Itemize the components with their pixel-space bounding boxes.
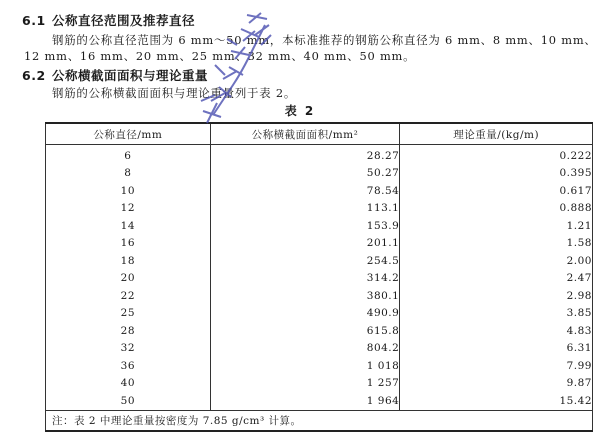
- table-note-row: [46, 410, 593, 431]
- cell-area: 615.8: [210, 322, 400, 340]
- cell-weight: 2.00: [400, 252, 593, 270]
- cell-area: 314.2: [210, 270, 400, 288]
- cell-area: 78.54: [210, 182, 400, 200]
- cell-area: 380.1: [210, 287, 400, 305]
- table-row: [46, 165, 593, 183]
- cell-weight: 4.83: [400, 322, 593, 340]
- table-row: [46, 305, 593, 323]
- cell-weight: 1.21: [400, 217, 593, 235]
- table-row: [46, 392, 593, 410]
- table-row: [46, 217, 593, 235]
- table-row: [46, 252, 593, 270]
- cell-area: 804.2: [210, 340, 400, 358]
- cell-area: 153.9: [210, 217, 400, 235]
- cell-diameter: 22: [46, 287, 211, 305]
- cell-weight: 1.58: [400, 235, 593, 253]
- table-row: [46, 287, 593, 305]
- cell-area: 1 964: [210, 392, 400, 410]
- cell-diameter: 14: [46, 217, 211, 235]
- paragraph-line: 12 mm、16 mm、20 mm、25 mm、32 mm、40 mm、50 mm。: [24, 49, 416, 63]
- column-header-weight: 理论重量/(kg/m): [400, 123, 593, 145]
- section-title: 公称直径范围及推荐直径: [52, 13, 196, 28]
- cell-area: 1 018: [210, 357, 400, 375]
- table-row: [46, 322, 593, 340]
- cell-weight: 0.222: [400, 145, 593, 165]
- table-row: [46, 235, 593, 253]
- cell-area: 113.1: [210, 200, 400, 218]
- cell-diameter: 40: [46, 375, 211, 393]
- table-row: [46, 357, 593, 375]
- cell-diameter: 28: [46, 322, 211, 340]
- cell-diameter: 25: [46, 305, 211, 323]
- paragraph-line: 钢筋的公称直径范围为 6 mm～50 mm，本标准推荐的钢筋公称直径为 6 mm、8 mm、10 mm、: [52, 33, 597, 47]
- table-note: 注：表 2 中理论重量按密度为 7.85 g/cm³ 计算。: [46, 410, 593, 431]
- cell-weight: 0.395: [400, 165, 593, 183]
- section-6-2-heading: [22, 66, 208, 84]
- cell-weight: 0.617: [400, 182, 593, 200]
- cell-weight: 6.31: [400, 340, 593, 358]
- cell-diameter: 6: [46, 145, 211, 165]
- cell-diameter: 16: [46, 235, 211, 253]
- cell-weight: 3.85: [400, 305, 593, 323]
- table-row: [46, 375, 593, 393]
- cell-area: 254.5: [210, 252, 400, 270]
- table-title: 表 2: [284, 104, 316, 118]
- cell-diameter: 18: [46, 252, 211, 270]
- cell-weight: 7.99: [400, 357, 593, 375]
- cell-weight: 9.87: [400, 375, 593, 393]
- table-body: [46, 145, 593, 411]
- column-header-diameter: 公称直径/mm: [46, 123, 211, 145]
- table-row: [46, 340, 593, 358]
- cell-weight: 2.98: [400, 287, 593, 305]
- table-row: [46, 145, 593, 165]
- section-6-1-heading: [22, 11, 195, 29]
- cell-diameter: 20: [46, 270, 211, 288]
- cell-area: 50.27: [210, 165, 400, 183]
- cell-diameter: 32: [46, 340, 211, 358]
- cell-area: 1 257: [210, 375, 400, 393]
- column-header-area: 公称横截面面积/mm²: [210, 123, 400, 145]
- table-row: [46, 270, 593, 288]
- section-number: 6.2: [22, 68, 46, 83]
- section-number: 6.1: [22, 13, 46, 28]
- cell-diameter: 36: [46, 357, 211, 375]
- table-header-row: [46, 123, 593, 145]
- cell-weight: 0.888: [400, 200, 593, 218]
- table-row: [46, 182, 593, 200]
- cell-diameter: 12: [46, 200, 211, 218]
- cell-diameter: 8: [46, 165, 211, 183]
- data-table: [45, 122, 593, 432]
- cell-area: 28.27: [210, 145, 400, 165]
- cell-diameter: 50: [46, 392, 211, 410]
- paragraph-line: 钢筋的公称横截面面积与理论重量列于表 2。: [52, 86, 297, 100]
- cell-area: 490.9: [210, 305, 400, 323]
- section-title: 公称横截面面积与理论重量: [52, 68, 209, 83]
- cell-weight: 2.47: [400, 270, 593, 288]
- cell-area: 201.1: [210, 235, 400, 253]
- cell-diameter: 10: [46, 182, 211, 200]
- cell-weight: 15.42: [400, 392, 593, 410]
- table-row: [46, 200, 593, 218]
